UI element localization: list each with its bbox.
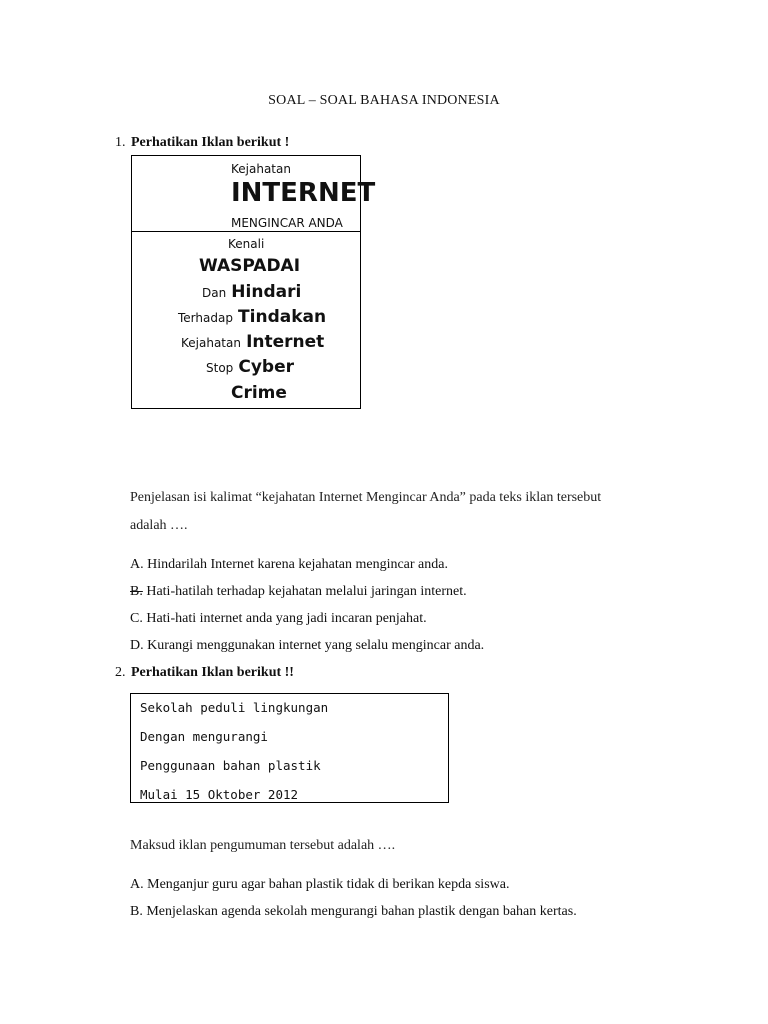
ad-line-4: Terhadap Tindakan (178, 307, 327, 327)
ad-line-6: Stop Cyber (206, 357, 295, 377)
question-1-number: 1. (115, 135, 126, 150)
question-1-heading: Perhatikan Iklan berikut ! (131, 135, 290, 150)
ad-top-big: INTERNET (231, 178, 376, 208)
question-2-number: 2. (115, 665, 126, 680)
ad-divider (132, 231, 360, 232)
q1-option-a: A. Hindarilah Internet karena kejahatan mengincar anda. (130, 557, 448, 572)
question-2-heading: Perhatikan Iklan berikut !! (131, 665, 294, 680)
q1-option-d: D. Kurangi menggunakan internet yang selalu mengincar anda. (130, 638, 485, 653)
q1-option-b: B. Hati-hatilah terhadap kejahatan melalui jaringan internet. (130, 584, 467, 599)
school-environment-ad (130, 693, 449, 803)
ad-line-3: Dan Hindari (202, 282, 302, 302)
q1-option-c: C. Hati-hati internet anda yang jadi incaran penjahat. (130, 611, 427, 626)
question-2-text: Maksud iklan pengumuman tersebut adalah …. (130, 838, 396, 853)
ad2-line-2: Dengan mengurangi (140, 729, 268, 744)
ad-line-2: WASPADAI (199, 256, 301, 276)
ad2-line-1: Sekolah peduli lingkungan (140, 700, 329, 715)
ad-top-sub: MENGINCAR ANDA (231, 216, 343, 230)
internet-crime-ad (131, 155, 376, 409)
page-title: SOAL – SOAL BAHASA INDONESIA (268, 93, 500, 108)
ad-line-7: Crime (231, 383, 287, 403)
ad-line-5: Kejahatan Internet (181, 332, 325, 352)
q2-option-a: A. Menganjur guru agar bahan plastik tidak di berikan kepda siswa. (130, 877, 510, 892)
ad-top-small: Kejahatan (231, 162, 291, 176)
question-1-text: Penjelasan isi kalimat “kejahatan Internet Mengincar Anda” pada teks iklan tersebut adalah …. (130, 490, 602, 533)
q2-option-b: B. Menjelaskan agenda sekolah mengurangi bahan plastik dengan bahan kertas. (130, 904, 577, 919)
ad-line-1: Kenali (228, 237, 265, 251)
ad2-line-3: Penggunaan bahan plastik (140, 758, 321, 773)
ad2-line-4: Mulai 15 Oktober 2012 (140, 787, 299, 802)
